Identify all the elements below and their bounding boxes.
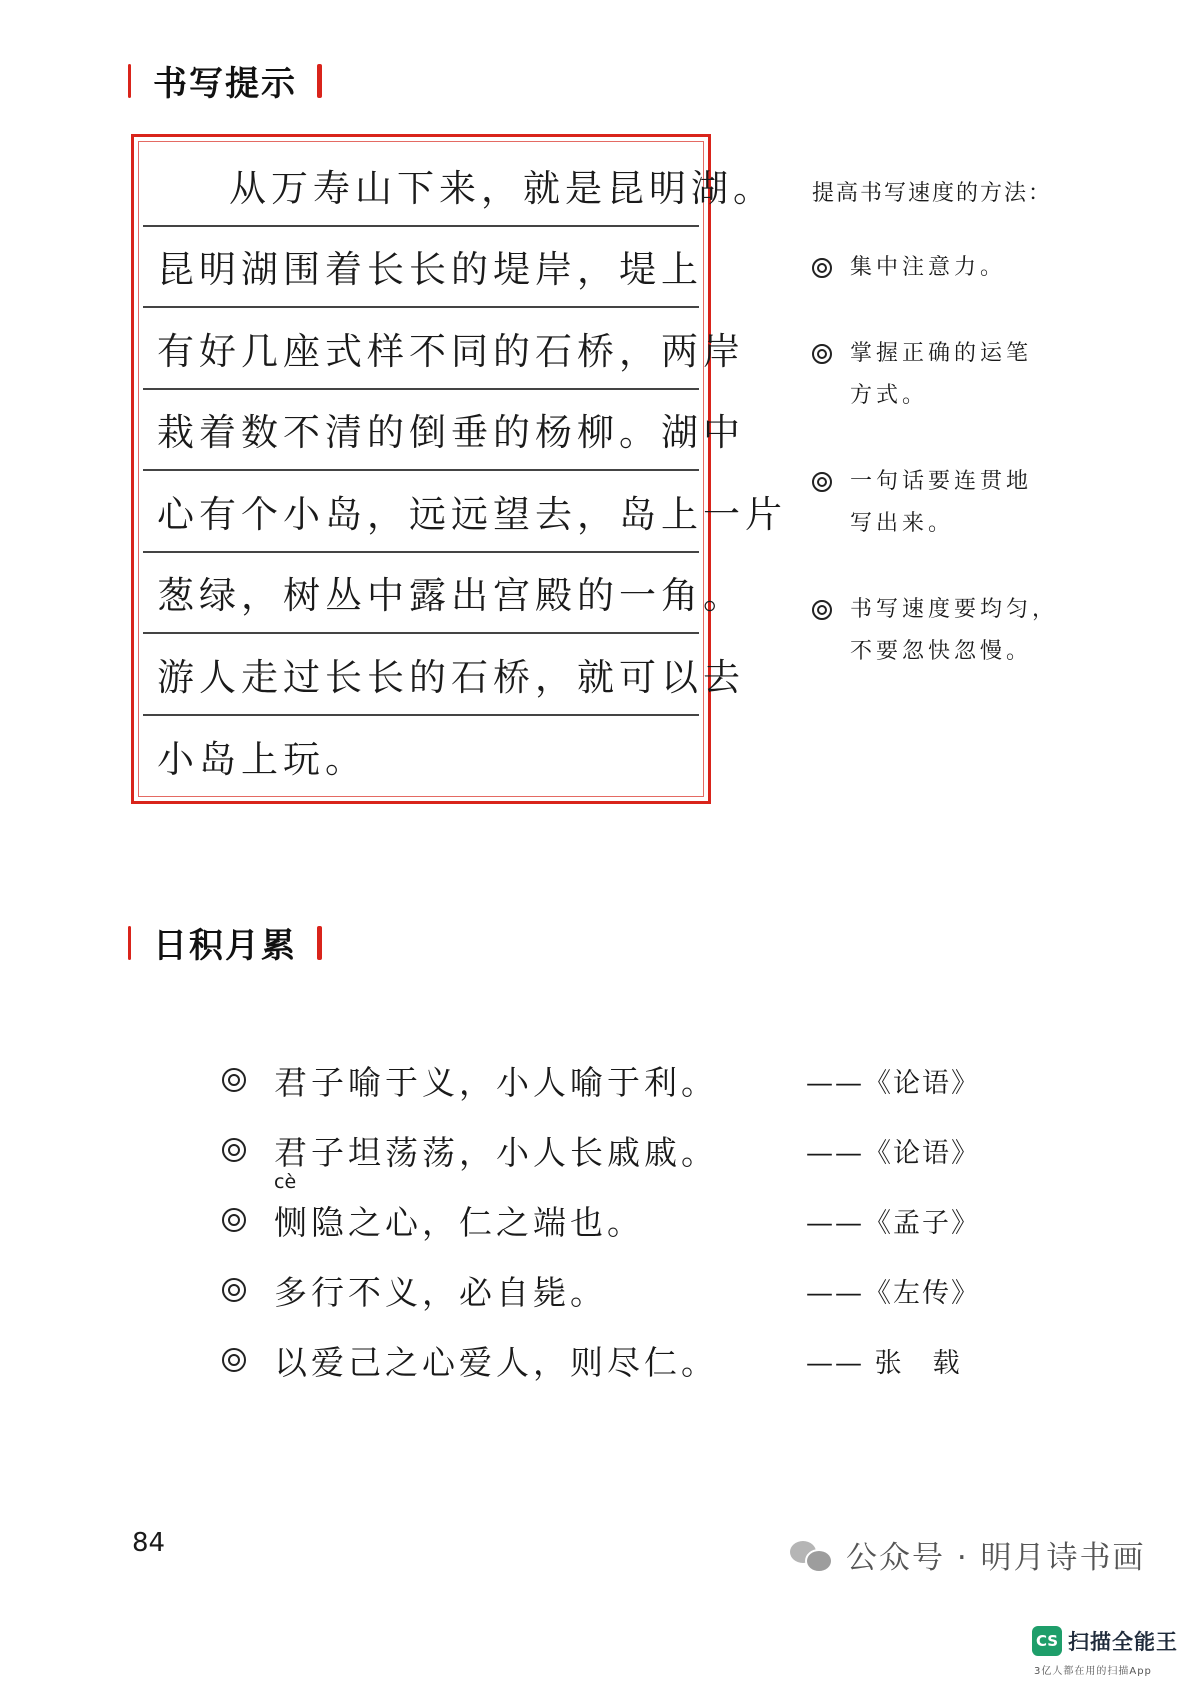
quote-text: 以爱己之心爱人，则尽仁。 (274, 1342, 718, 1382)
quotes-list (222, 1045, 982, 1395)
quote-source: ——《左传》 (806, 1277, 980, 1309)
title-bar-right (317, 926, 322, 960)
practice-line: 小岛上玩。 (157, 738, 367, 782)
quote-item (222, 1171, 982, 1255)
practice-line: 葱绿，树丛中露出宫殿的一角。 (143, 553, 699, 635)
practice-lines (143, 145, 787, 793)
quote-text: 君子喻于义，小人喻于利。 (274, 1062, 718, 1102)
practice-line: 昆明湖围着长长的堤岸，堤上 (143, 227, 699, 309)
tip-text: 掌握正确的运笔 (850, 341, 1033, 366)
wechat-icon (790, 1539, 832, 1571)
practice-line: 游人走过长长的石桥，就可以去 (143, 634, 699, 716)
practice-line: 心有个小岛，远远望去，岛上一片 (143, 471, 699, 553)
quote-item (222, 1045, 982, 1115)
double-circle-icon (812, 472, 832, 492)
scanner-badge (1032, 1626, 1178, 1656)
wechat-watermark (790, 1532, 1146, 1577)
tips-heading: 提高书写速度的方法： (812, 181, 1053, 206)
scanner-tagline: 3亿人都在用的扫描App (1034, 1666, 1152, 1677)
camscanner-logo-icon: CS (1032, 1626, 1062, 1656)
quote-text: 恻隐之心，仁之端也。 (274, 1202, 644, 1242)
practice-line: 从万寿山下来，就是昆明湖。 (143, 145, 699, 227)
scanner-name: 扫描全能王 (1068, 1630, 1178, 1654)
tip-text: 写出来。 (850, 511, 955, 536)
tip-item (812, 333, 1072, 417)
section-title-daily-accumulation (128, 918, 322, 967)
double-circle-icon (812, 258, 832, 278)
quote-source: ——《论语》 (806, 1067, 980, 1099)
title-bar-left (128, 64, 131, 98)
tip-text: 一句话要连贯地 (850, 469, 1033, 494)
quote-source: —— 张 载 (806, 1347, 962, 1379)
tip-text: 书写速度要均匀， (850, 597, 1059, 622)
quote-text: 多行不义，必自毙。 (274, 1272, 607, 1312)
page-number: 84 (132, 1528, 166, 1558)
quote-source: ——《孟子》 (806, 1207, 980, 1239)
double-circle-icon (222, 1138, 246, 1162)
tips-panel (812, 176, 1072, 717)
quote-text: 君子坦荡荡，小人长戚戚。 (274, 1132, 718, 1172)
quote-item (222, 1255, 982, 1325)
tip-text: 不要忽快忽慢。 (850, 639, 1033, 664)
quote-item (222, 1115, 982, 1185)
tip-item (812, 247, 1072, 289)
tip-text: 集中注意力。 (850, 255, 1007, 280)
practice-box (131, 134, 787, 804)
section-title-writing-tips (128, 56, 322, 105)
double-circle-icon (222, 1348, 246, 1372)
pinyin-annotation: cè (274, 1171, 297, 1193)
tip-item (812, 589, 1072, 673)
practice-line: 栽着数不清的倒垂的杨柳。湖中 (143, 390, 699, 472)
double-circle-icon (222, 1278, 246, 1302)
section-title-text: 日积月累 (153, 926, 297, 966)
tip-item (812, 461, 1072, 545)
title-bar-right (317, 64, 322, 98)
double-circle-icon (222, 1068, 246, 1092)
quote-source: ——《论语》 (806, 1137, 980, 1169)
tip-text: 方式。 (850, 383, 929, 408)
double-circle-icon (222, 1208, 246, 1232)
watermark-text: 公众号 · 明月诗书画 (846, 1540, 1146, 1576)
section-title-text: 书写提示 (153, 64, 297, 104)
quote-item (222, 1325, 982, 1395)
practice-line: 有好几座式样不同的石桥，两岸 (143, 308, 699, 390)
double-circle-icon (812, 344, 832, 364)
double-circle-icon (812, 600, 832, 620)
title-bar-left (128, 926, 131, 960)
